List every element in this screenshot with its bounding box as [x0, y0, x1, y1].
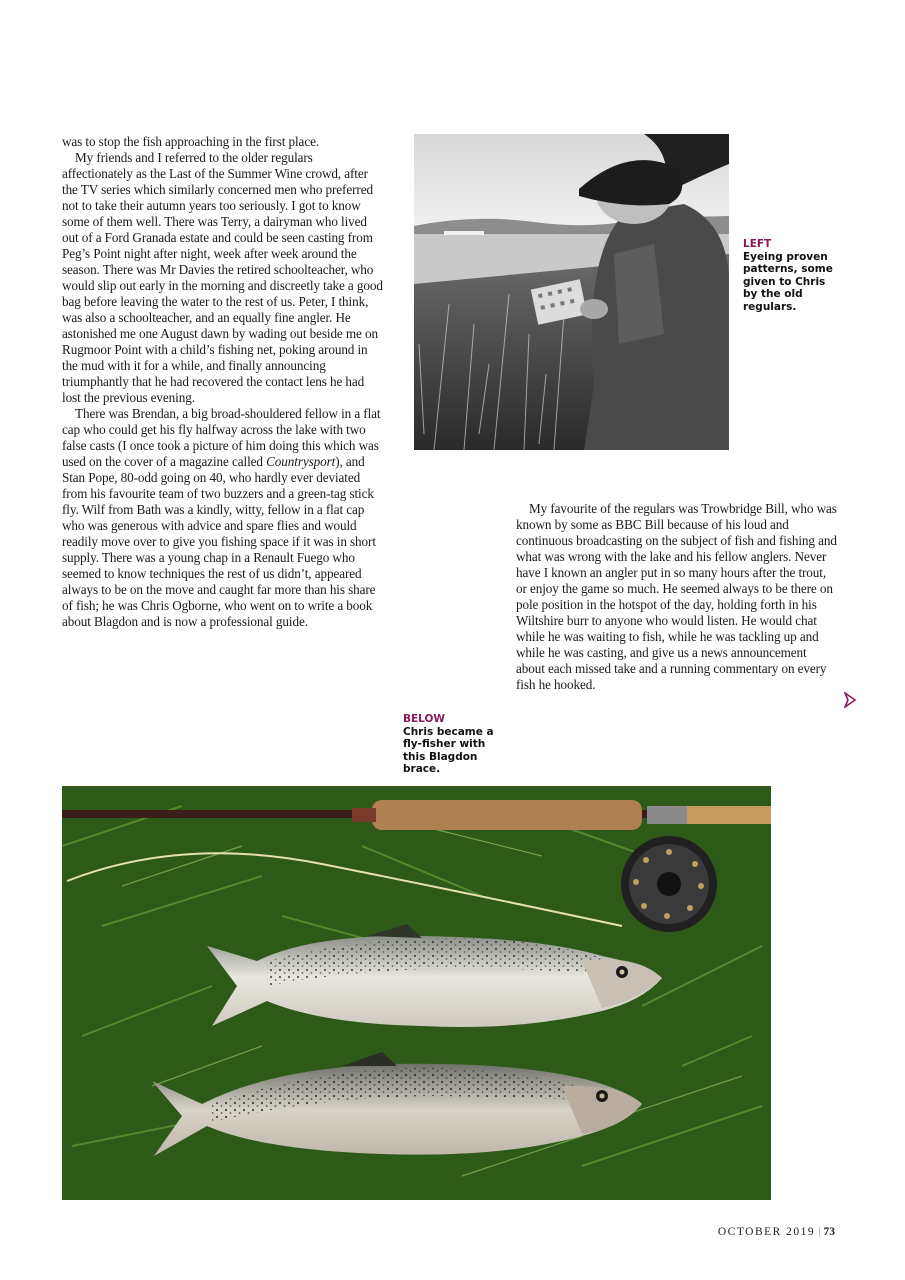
caption-left-text: Eyeing proven patterns, some given to Chris by the old regulars.	[743, 250, 833, 313]
page-footer	[718, 1226, 835, 1238]
magazine-title: Countrysport	[266, 454, 336, 469]
paragraph-trowbridge-bill: My favourite of the regulars was Trowbridge Bill, who was known by some as BBC Bill because of his loud and continuous broadcasting on the subject of fish and fishing and what was wrong with the lake and his fellow anglers. Never have I known an angler put in so many hours after the trout, or enjoy the game so much. He seemed always to be there on pole position in the hotspot of the day, holding forth in his Wiltshire burr to anyone who would listen. He would chat while he was waiting to fish, while he was tackling up and while he was casting, and give us a news announcement about each missed take and a running commentary on every fish he hooked.	[516, 501, 837, 692]
caption-left	[743, 238, 843, 314]
article-column-right	[516, 501, 838, 693]
paragraph-brendan-part2: ), and Stan Pope, 80-odd going on 40, who hardly ever deviated from his favourite team of two buzzers and a green-tag stick fly. Wilf from Bath was a kindly, witty, fellow in a flat cap who was generous with advice and spare flies and would readily move over to give you fishing space if it was in short supply. There was a young chap in a Renault Fuego who seemed to know techniques the rest of us didn’t, appeared always to be on the move and caught far more than his share of fish; he was Chris Ogborne, who went on to write a book about Blagdon and is now a professional guide.	[62, 454, 376, 629]
caption-below-label: BELOW	[403, 713, 445, 725]
paragraph-summer-wine: My friends and I referred to the older regulars affectionately as the Last of the Summer Wine crowd, after the TV series which similarly concerned men who preferred not to take their autumn years too seriously. I got to know some of them well. There was Terry, a dairyman who lived out of a Ford Granada estate and could be seen casting from Peg’s Point night after night, week after week around the season. There was Mr Davies the retired schoolteacher, who would slip out early in the morning and discreetly take a good bag before leaving the water to the rest of us. Peter, I think, was also a schoolteacher, and an equally fine angler. He astonished me one August dawn by wading out beside me on Rugmoor Point with a child’s fishing net, poking around in the mud with it for a while, and finally announcing triumphantly that he had recovered the contact lens he had lost the previous evening.	[62, 150, 383, 405]
caption-below	[403, 713, 508, 776]
continue-arrow-icon	[843, 692, 857, 708]
article-column-left	[62, 134, 384, 630]
caption-below-text: Chris became a fly-fisher with this Blagdon brace.	[403, 725, 494, 776]
caption-left-label: LEFT	[743, 238, 772, 250]
paragraph-brendan-part1: There was Brendan, a big broad-shouldered fellow in a flat cap who could get his fly halfway across the lake with two false casts (I once took a picture of him doing this which was used on the cover of a magazine called	[62, 406, 381, 469]
paragraph-brendan	[62, 406, 384, 630]
trout-brace-photo	[62, 786, 771, 1200]
footer-separator: |	[818, 1226, 821, 1238]
trout-brace-image	[62, 786, 771, 1200]
footer-issue: OCTOBER 2019	[717, 1226, 816, 1238]
angler-photo	[414, 134, 729, 450]
page-number: 73	[823, 1226, 835, 1238]
paragraph-continued: was to stop the fish approaching in the first place.	[62, 134, 320, 149]
angler-photo-image	[414, 134, 729, 450]
